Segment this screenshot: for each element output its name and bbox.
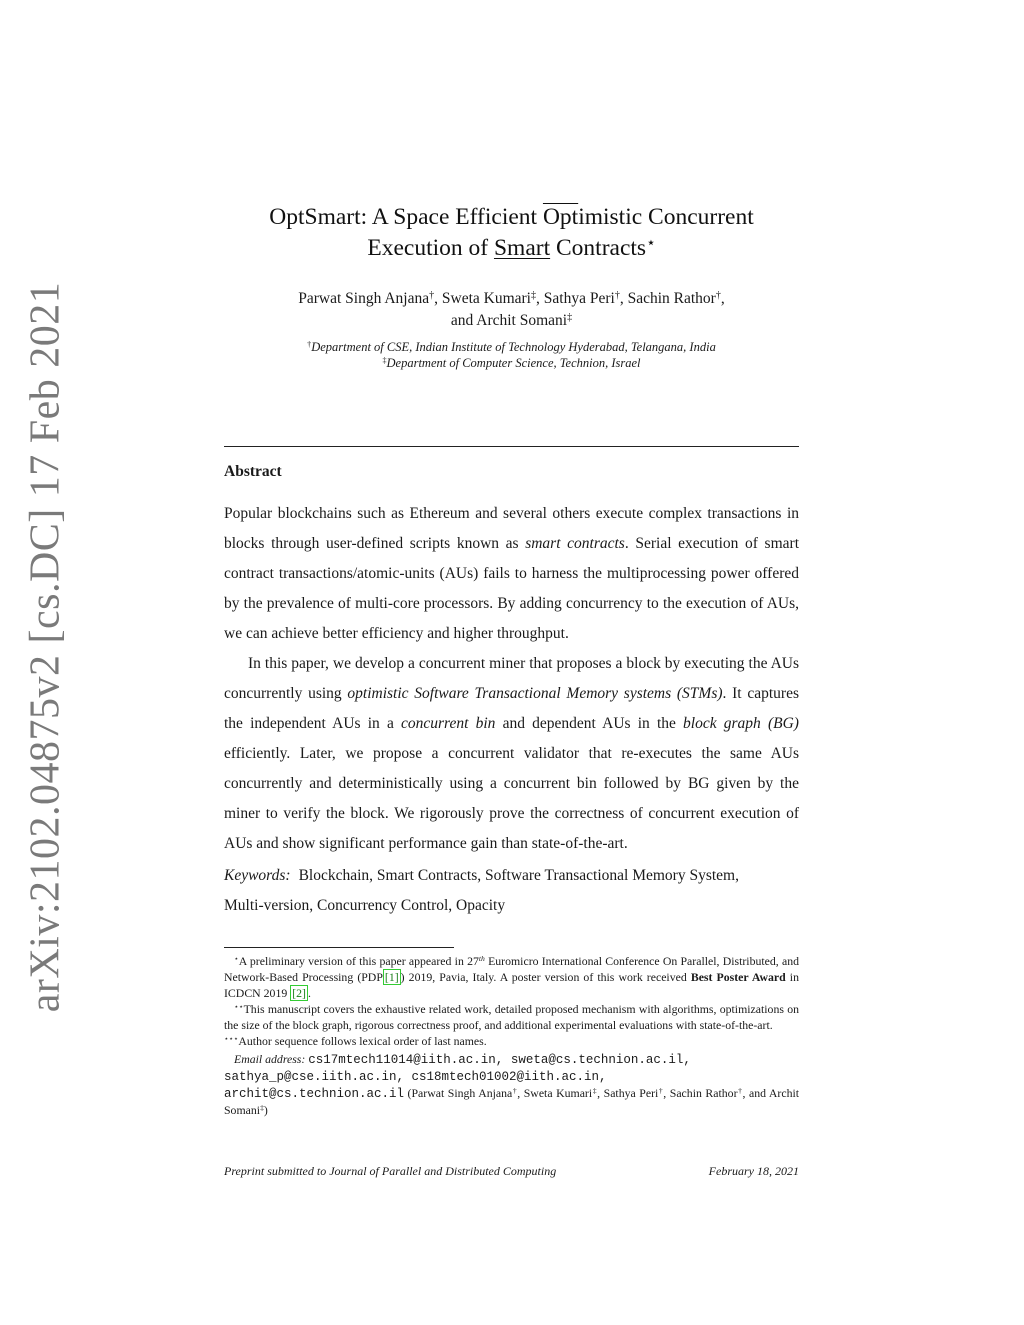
email-link[interactable]: archit@cs.technion.ac.il	[224, 1087, 405, 1101]
footnote-text: Author sequence follows lexical order of last names.	[238, 1034, 487, 1048]
author-name: and Archit Somani	[450, 312, 568, 329]
footnote-1	[224, 953, 799, 1001]
footnote-text: , and Archit Somani	[224, 1086, 800, 1117]
award-text: Best Poster Award	[690, 970, 786, 984]
author-name: Parwat Singh Anjana	[298, 290, 430, 307]
citation-link-2[interactable]: [2]	[292, 986, 306, 1000]
abstract-paragraph-1	[224, 499, 799, 649]
footnote-mark: ⋆⋆⋆	[224, 1034, 239, 1044]
affil-mark: ‡	[260, 1103, 264, 1113]
affiliation-1	[224, 339, 799, 355]
email-addresses	[224, 1051, 799, 1068]
title-text: Contracts	[550, 235, 647, 261]
abstract-text: Popular blockchains such as Ethereum and several others execute complex transactions in blocks through user-defined scripts known as	[224, 505, 799, 552]
footnotes	[224, 953, 799, 1118]
emphasis-text: concurrent bin	[401, 715, 496, 732]
affil-mark: ‡	[592, 1086, 598, 1096]
authors-line-1	[224, 288, 799, 310]
email-line-2	[224, 1068, 799, 1085]
preprint-date: February 18, 2021	[708, 1164, 799, 1178]
affil-mark: ‡	[567, 311, 573, 323]
abstract-text: In this paper, we develop a concurrent miner that proposes a block by executing the AUs concurrently using	[224, 655, 799, 702]
title-text: Execution of	[367, 235, 494, 261]
affil-mark: †	[512, 1086, 518, 1096]
email-label: Email address:	[234, 1052, 306, 1066]
abstract-top-rule	[224, 446, 799, 447]
title-line-1	[224, 202, 799, 233]
footnote-text: in ICDCN 2019	[224, 970, 799, 1000]
affiliation-text: Department of CSE, Indian Institute of Technology Hyderabad, Telangana, India	[311, 340, 716, 354]
affil-mark: †	[737, 1086, 743, 1096]
footnote-text: ) 2019, Pavia, Italy. A poster version of this work received	[400, 970, 691, 984]
title-text: imistic Concurrent	[578, 204, 754, 230]
affil-mark: †	[658, 1086, 664, 1096]
affil-mark: †	[307, 339, 312, 349]
affiliation-2	[224, 355, 799, 371]
footnote-mark: ⋆	[234, 954, 239, 964]
preprint-footer	[224, 1164, 799, 1179]
paper-title	[224, 202, 799, 264]
author-name: , Sathya Peri	[536, 290, 615, 307]
footnote-text: Euromicro International Conference On Parallel, Distributed, and Network-Based Processing (PDP	[224, 954, 799, 984]
abstract-text: efficiently. Later, we propose a concurrent validator that re-executes the same AUs concurrently and deterministically using a concurrent bin followed by BG given by the miner to verify the block. We rigorously prove the correctness of concurrent execution of AUs and show significant performance gain than state-of-the-art.	[224, 745, 799, 852]
arxiv-identifier-stamp	[22, 281, 69, 1013]
affil-mark: ‡	[382, 355, 387, 365]
abstract-text: . Serial execution of smart contract transactions/atomic-units (AUs) fails to harness the multiprocessing power offered by the prevalence of multi-core processors. By adding concurrency to the execution of AUs, we can achieve better efficiency and higher throughput.	[224, 535, 799, 642]
abstract-body	[224, 499, 799, 859]
footnote-text: , Sweta Kumari	[517, 1086, 593, 1100]
emphasis-text: smart contracts	[525, 535, 625, 552]
keywords-text: Multi-version, Concurrency Control, Opacity	[224, 897, 506, 914]
affil-mark: †	[715, 289, 721, 301]
footnote-rule	[224, 947, 454, 948]
keywords-text: Blockchain, Smart Contracts, Software Transactional Memory System,	[298, 867, 739, 884]
footnote-3	[224, 1033, 799, 1049]
keywords-label: Keywords:	[224, 867, 291, 884]
emphasis-text: block graph (BG)	[683, 715, 799, 732]
author-separator: ,	[720, 290, 725, 307]
keywords-line-1	[224, 861, 799, 891]
authors-line-2	[224, 310, 799, 332]
abstract-text: . It captures the independent AUs in a	[224, 685, 799, 732]
abstract-text: and dependent AUs in the	[495, 715, 684, 732]
title-text: OptSmart: A Space Efficient	[269, 204, 543, 230]
title-line-2	[224, 233, 799, 264]
abstract-paragraph-2	[224, 649, 799, 859]
affil-mark: ‡	[531, 289, 537, 301]
journal-note: Preprint submitted to Journal of Parallel and Distributed Computing	[224, 1164, 557, 1178]
emphasis-text: optimistic Software Transactional Memory systems (STMs)	[347, 685, 723, 702]
ordinal-superscript: th	[478, 954, 485, 964]
title-smart-underlined: Smart	[493, 235, 551, 261]
author-list	[224, 288, 799, 332]
email-link[interactable]: cs17mtech11014@iith.ac.in, sweta@cs.technion.ac.il,	[308, 1053, 691, 1067]
footnote-2	[224, 1001, 799, 1033]
email-link[interactable]: sathya_p@cse.iith.ac.in, cs18mtech01002@iith.ac.in,	[224, 1070, 607, 1084]
title-opt-overlined: $\overline{Opt}$	[542, 204, 579, 230]
abstract-heading: Abstract	[224, 463, 282, 480]
author-name: , Sweta Kumari	[434, 290, 531, 307]
footnote-text: , Sathya Peri	[597, 1086, 659, 1100]
footnote-text: .	[307, 986, 311, 1000]
title-star-mark: ⋆	[646, 234, 656, 252]
arxiv-id-text: arXiv:2102.04875v2 [cs.DC] 17 Feb 2021	[22, 281, 69, 1013]
affil-mark: †	[429, 289, 435, 301]
email-line-3	[224, 1085, 799, 1118]
keywords-block	[224, 861, 799, 921]
footnote-text: This manuscript covers the exhaustive related work, detailed proposed mechanism with algorithms, optimizations on the size of the block graph, rigorous correctness proof, and additional experimental evaluations with state-of-the-art.	[224, 1002, 799, 1032]
footnote-text: )	[263, 1103, 268, 1117]
citation-link-1[interactable]: [1]	[384, 970, 399, 984]
affiliations	[224, 339, 799, 371]
affil-mark: †	[614, 289, 620, 301]
affiliation-text: Department of Computer Science, Technion, Israel	[386, 356, 641, 370]
author-name: , Sachin Rathor	[619, 290, 716, 307]
footnote-mark: ⋆⋆	[234, 1002, 244, 1012]
keywords-line-2	[224, 891, 799, 921]
footnote-text: , Sachin Rathor	[663, 1086, 738, 1100]
footnote-text: A preliminary version of this paper appeared in 27	[238, 954, 479, 968]
footnote-text: (Parwat Singh Anjana	[404, 1086, 513, 1100]
